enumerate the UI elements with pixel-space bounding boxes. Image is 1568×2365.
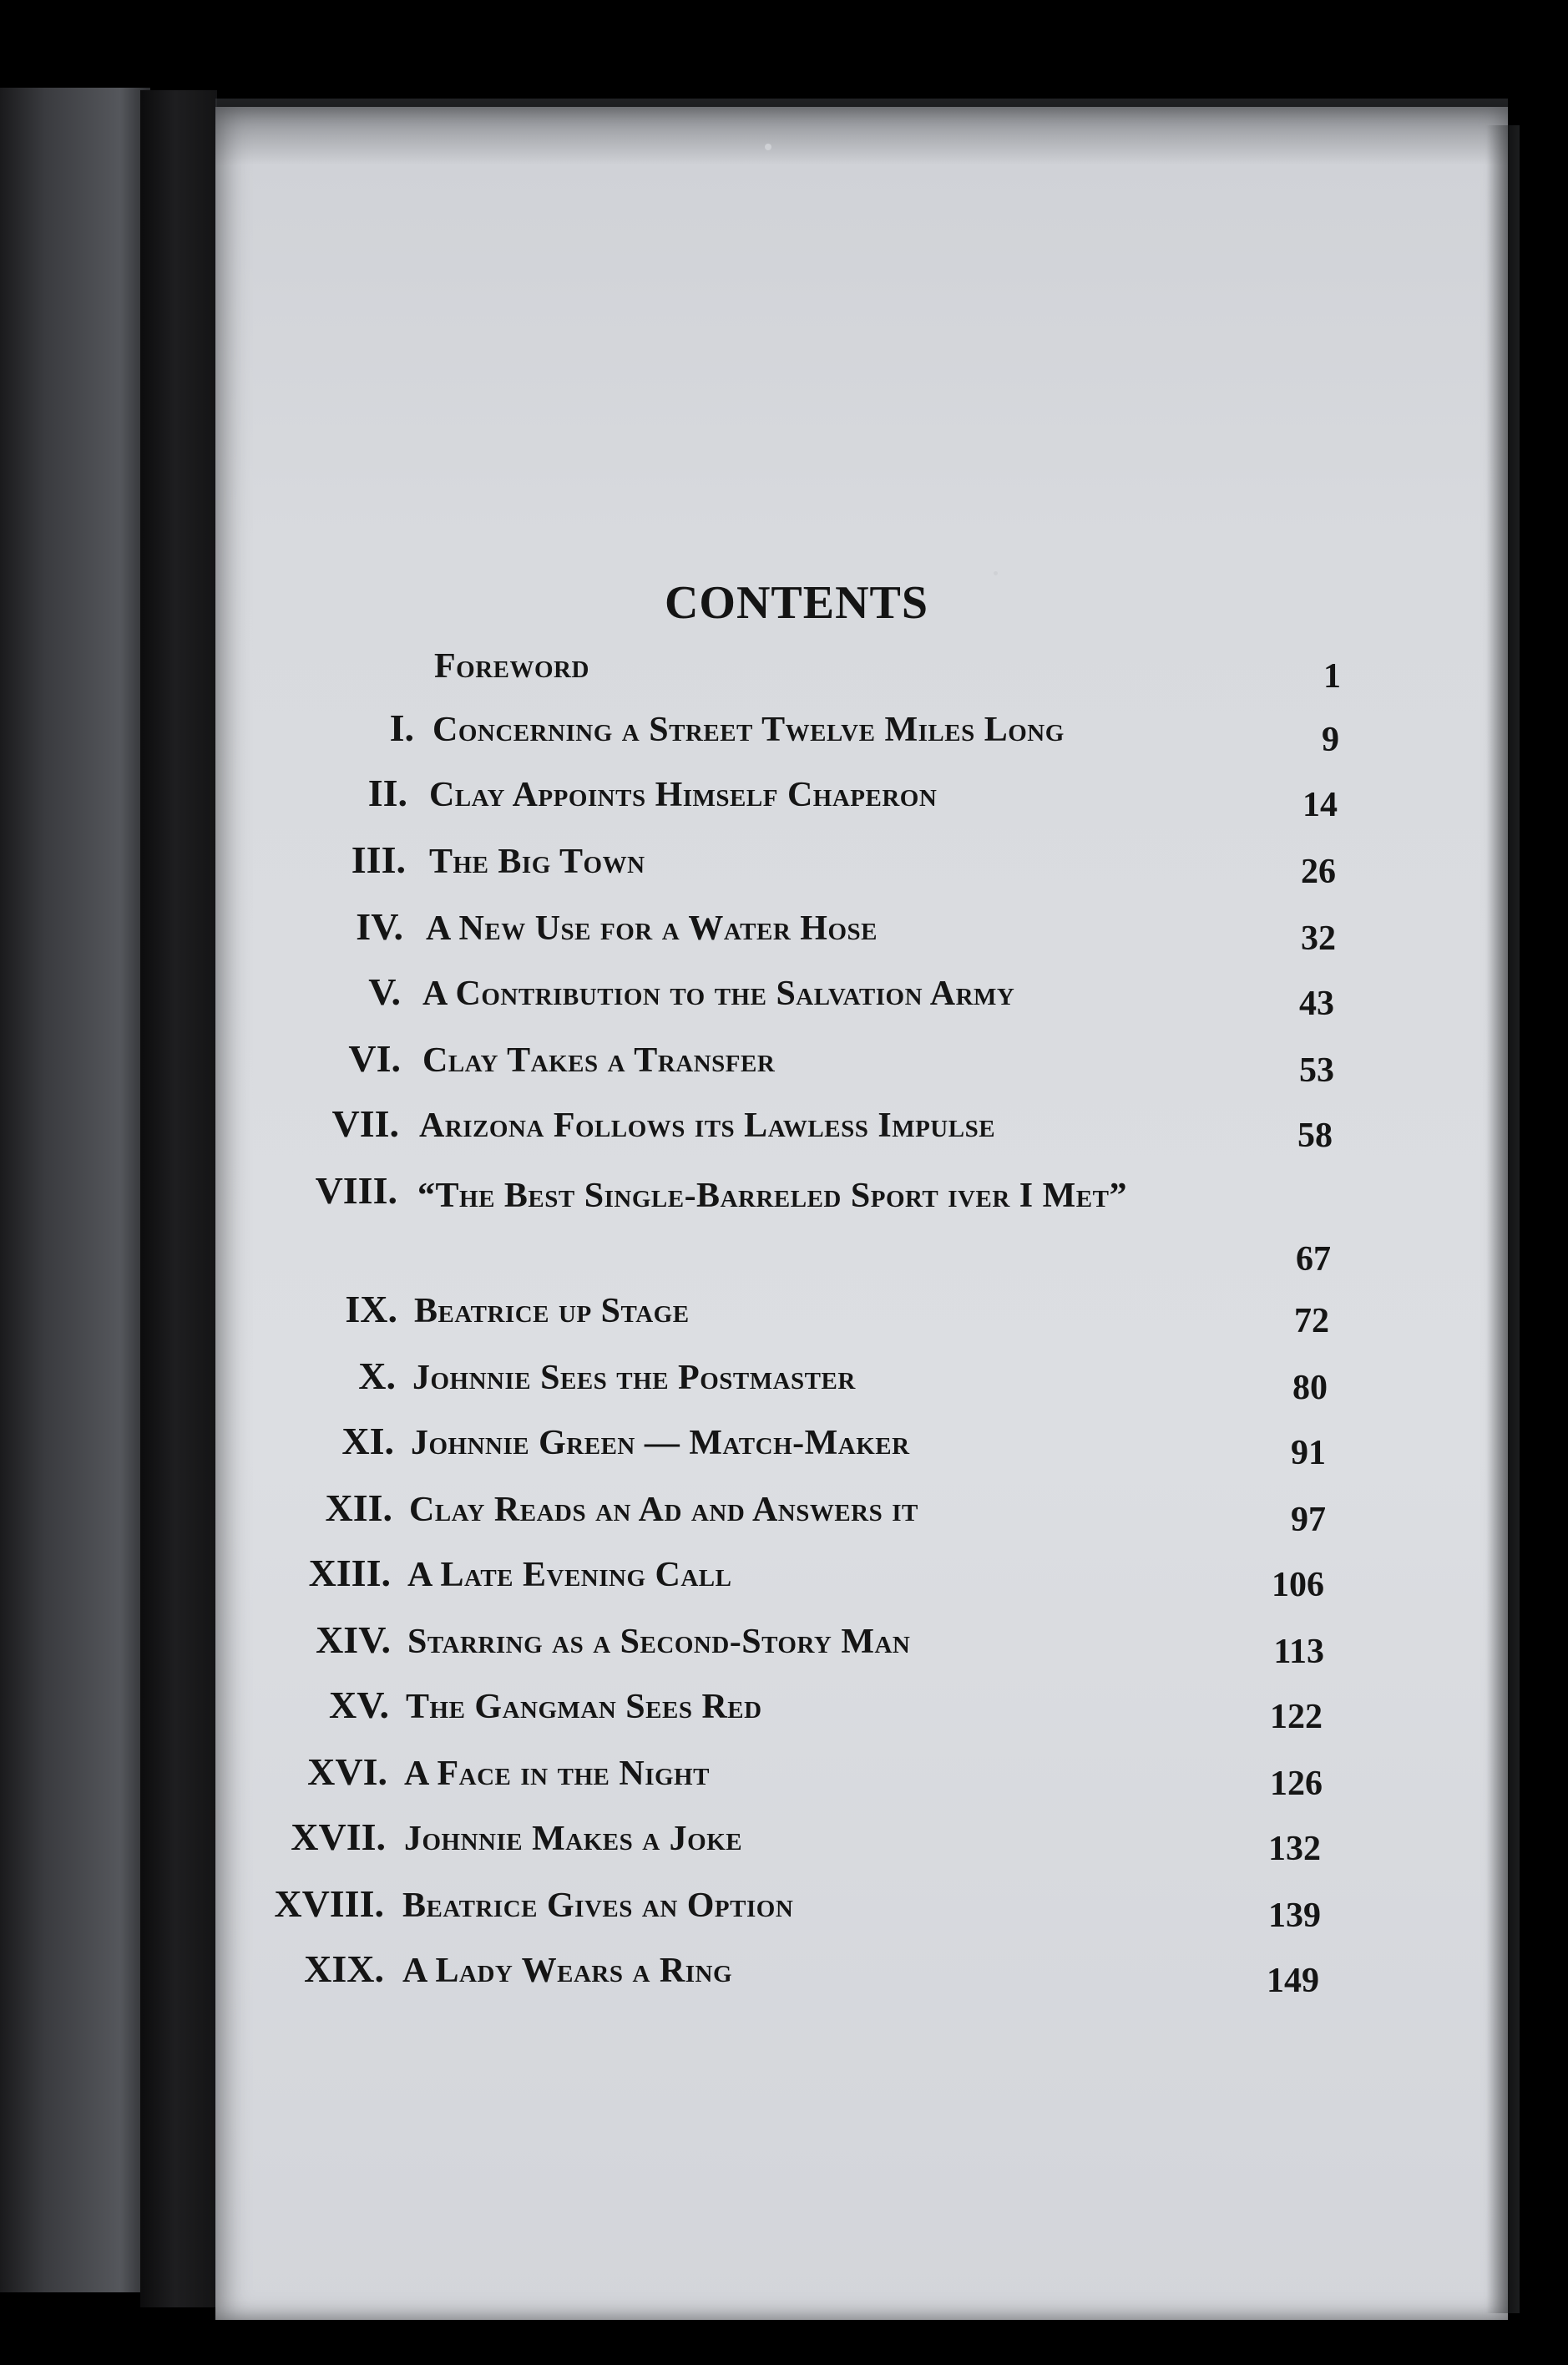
toc-entry (0, 1881, 1568, 1935)
chapter-title: Clay Reads an Ad and Answers it (409, 1491, 918, 1529)
chapter-numeral: XVI. (307, 1750, 387, 1793)
chapter-numeral: XIV. (316, 1618, 391, 1661)
chapter-page-number: 149 (1267, 1962, 1319, 2000)
chapter-page-number: 72 (1294, 1302, 1329, 1340)
chapter-title: The Big Town (429, 843, 645, 881)
toc-entry (0, 641, 1568, 696)
chapter-page-number: 80 (1292, 1369, 1328, 1407)
toc-entry (0, 837, 1568, 891)
chapter-title: Clay Takes a Transfer (422, 1041, 776, 1080)
chapter-numeral: XVIII. (274, 1882, 384, 1925)
chapter-numeral: VII. (331, 1102, 399, 1145)
chapter-page-number: 67 (1296, 1240, 1331, 1279)
chapter-title: A Late Evening Call (407, 1556, 732, 1594)
chapter-page-number: 106 (1272, 1566, 1324, 1604)
chapter-numeral: VIII. (315, 1169, 397, 1212)
chapter-page-number: 132 (1268, 1830, 1321, 1868)
chapter-page-number: 43 (1299, 985, 1334, 1023)
chapter-title: The Gangman Sees Red (406, 1688, 762, 1726)
chapter-page-number: 91 (1291, 1434, 1326, 1472)
chapter-numeral: XV. (328, 1684, 389, 1726)
toc-entry (0, 1101, 1568, 1155)
toc-entry (0, 1946, 1568, 2000)
chapter-title: Arizona Follows its Lawless Impulse (419, 1107, 996, 1145)
chapter-numeral: X. (358, 1355, 396, 1397)
chapter-page-number: 14 (1302, 786, 1338, 824)
chapter-page-number: 139 (1268, 1897, 1321, 1935)
toc-entry (0, 705, 1568, 759)
toc-entry (0, 1286, 1568, 1340)
toc-entry (0, 1036, 1568, 1090)
toc-entry (0, 1749, 1568, 1803)
chapter-title: “The Best Single-Barreled Sport iver I Met” (417, 1177, 1127, 1215)
contents-heading: CONTENTS (664, 576, 929, 629)
toc-entry (0, 1550, 1568, 1604)
chapter-page-number: 113 (1273, 1633, 1324, 1671)
chapter-title: Johnnie Makes a Joke (404, 1820, 743, 1858)
chapter-numeral: XVII. (291, 1816, 386, 1858)
chapter-title: Beatrice Gives an Option (402, 1886, 794, 1925)
chapter-numeral: VI. (348, 1037, 401, 1080)
chapter-page-number: 97 (1291, 1501, 1326, 1539)
chapter-title: Clay Appoints Himself Chaperon (429, 776, 938, 814)
chapter-title: Johnnie Sees the Postmaster (412, 1359, 856, 1397)
toc-entry (0, 1617, 1568, 1671)
chapter-numeral: XII. (325, 1486, 392, 1529)
chapter-title: Starring as a Second-Story Man (407, 1623, 911, 1661)
chapter-title: A Face in the Night (404, 1755, 710, 1793)
toc-entry (0, 1814, 1568, 1868)
chapter-page-number: 126 (1270, 1765, 1323, 1803)
toc-entry (0, 770, 1568, 824)
chapter-title: Johnnie Green — Match-Maker (411, 1424, 910, 1462)
chapter-page-number: 26 (1301, 853, 1336, 891)
chapter-numeral: IV. (356, 905, 403, 948)
chapter-numeral: V. (368, 970, 401, 1013)
chapter-title: A Contribution to the Salvation Army (422, 975, 1015, 1013)
toc-entry (0, 1485, 1568, 1539)
chapter-page-number: 122 (1270, 1698, 1323, 1736)
toc-entry (0, 1353, 1568, 1407)
chapter-numeral: III. (351, 838, 406, 881)
toc-entry (0, 1682, 1568, 1736)
chapter-title: A New Use for a Water Hose (426, 909, 878, 948)
toc-entry (0, 904, 1568, 958)
chapter-page-number: 58 (1297, 1117, 1333, 1155)
chapter-numeral: I. (389, 706, 414, 749)
chapter-title: A Lady Wears a Ring (402, 1952, 733, 1990)
chapter-page-number: 1 (1323, 657, 1341, 696)
chapter-numeral: XIII. (308, 1552, 391, 1594)
chapter-numeral: IX. (345, 1288, 397, 1330)
chapter-numeral: XI. (341, 1420, 394, 1462)
chapter-title: Beatrice up Stage (414, 1292, 690, 1330)
chapter-numeral: II. (367, 772, 407, 814)
chapter-title: Foreword (434, 647, 589, 686)
chapter-page-number: 53 (1299, 1051, 1334, 1090)
toc-entry (0, 969, 1568, 1023)
toc-entry (0, 1418, 1568, 1472)
chapter-page-number: 32 (1301, 919, 1336, 958)
toc-entry (0, 1167, 1568, 1284)
chapter-numeral: XIX. (304, 1947, 384, 1990)
chapter-page-number: 9 (1322, 721, 1339, 759)
chapter-title: Concerning a Street Twelve Miles Long (432, 711, 1065, 749)
